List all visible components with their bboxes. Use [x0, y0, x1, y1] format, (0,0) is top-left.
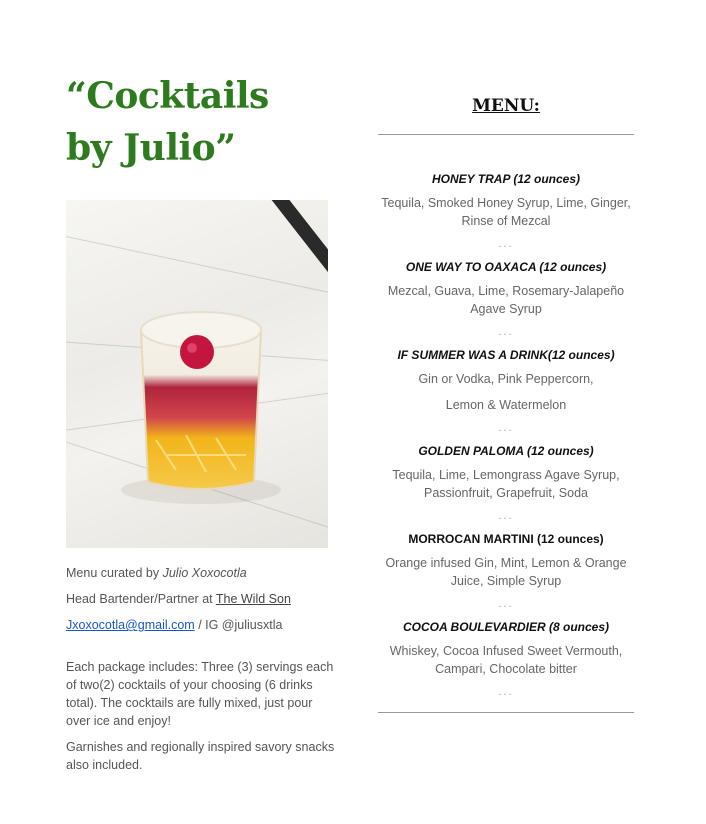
menu-item-description: Whiskey, Cocoa Infused Sweet Vermouth, Campari, Chocolate bitter — [389, 644, 623, 676]
venue-link[interactable]: The Wild Son — [215, 592, 291, 606]
title-line-2: by Julio” — [66, 127, 236, 169]
menu-separator: ... — [498, 686, 514, 698]
menu-item-name: COCOA BOULEVARDIER (8 ounces) — [402, 620, 609, 634]
instagram-handle: / IG @juliusxtla — [194, 618, 283, 632]
curator-name: Julio Xoxocotla — [162, 566, 247, 580]
left-column — [66, 70, 336, 774]
menu-item-description: Tequila, Smoked Honey Syrup, Lime, Ginger, Rinse of Mezcal — [381, 196, 631, 228]
role-prefix: Head Bartender/Partner at — [66, 592, 216, 606]
menu-separator: ... — [498, 326, 514, 338]
curator-line — [66, 560, 336, 586]
menu-separator: ... — [498, 598, 514, 610]
menu-column — [378, 90, 634, 713]
menu-separator: ... — [498, 238, 514, 250]
menu-item-name: IF SUMMER WAS A DRINK(12 ounces) — [397, 348, 615, 362]
title-line-1: “Cocktails — [66, 75, 269, 117]
contact-line — [66, 612, 336, 638]
email-link[interactable]: Jxoxocotla@gmail.com — [66, 618, 195, 632]
menu-item-name: ONE WAY TO OAXACA (12 ounces) — [405, 260, 607, 274]
garnish-paragraph: Garnishes and regionally inspired savory snacks also included. — [66, 740, 335, 772]
cocktail-glass-icon — [66, 200, 328, 548]
cocktail-photo — [66, 200, 328, 548]
role-line — [66, 586, 336, 612]
menu-separator: ... — [498, 510, 514, 522]
menu-heading: MENU: — [472, 96, 540, 116]
menu-bottom-divider — [378, 712, 634, 713]
package-paragraph: Each package includes: Three (3) servings each of two(2) cocktails of your choosing (6 drinks total). The cocktails are fully mixed, just pour over ice and enjoy! — [66, 660, 334, 728]
menu-item-name: HONEY TRAP (12 ounces) — [431, 172, 581, 186]
menu-item-description: Tequila, Lime, Lemongrass Agave Syrup, Passionfruit, Grapefruit, Soda — [392, 468, 620, 500]
menu-item-name: GOLDEN PALOMA (12 ounces) — [418, 444, 594, 458]
menu-list — [378, 135, 634, 702]
menu-separator: ... — [498, 422, 514, 434]
menu-item-description: Mezcal, Guava, Lime, Rosemary-Jalapeño Agave Syrup — [387, 284, 625, 316]
menu-item-name: MORROCAN MARTINI (12 ounces) — [408, 532, 604, 546]
menu-item-description: Orange infused Gin, Mint, Lemon & Orange Juice, Simple Syrup — [385, 556, 627, 588]
page-title — [66, 70, 336, 174]
curator-prefix: Menu curated by — [66, 566, 163, 580]
menu-item-description: Lemon & Watermelon — [445, 398, 567, 412]
menu-item-description: Gin or Vodka, Pink Peppercorn, — [418, 372, 594, 386]
